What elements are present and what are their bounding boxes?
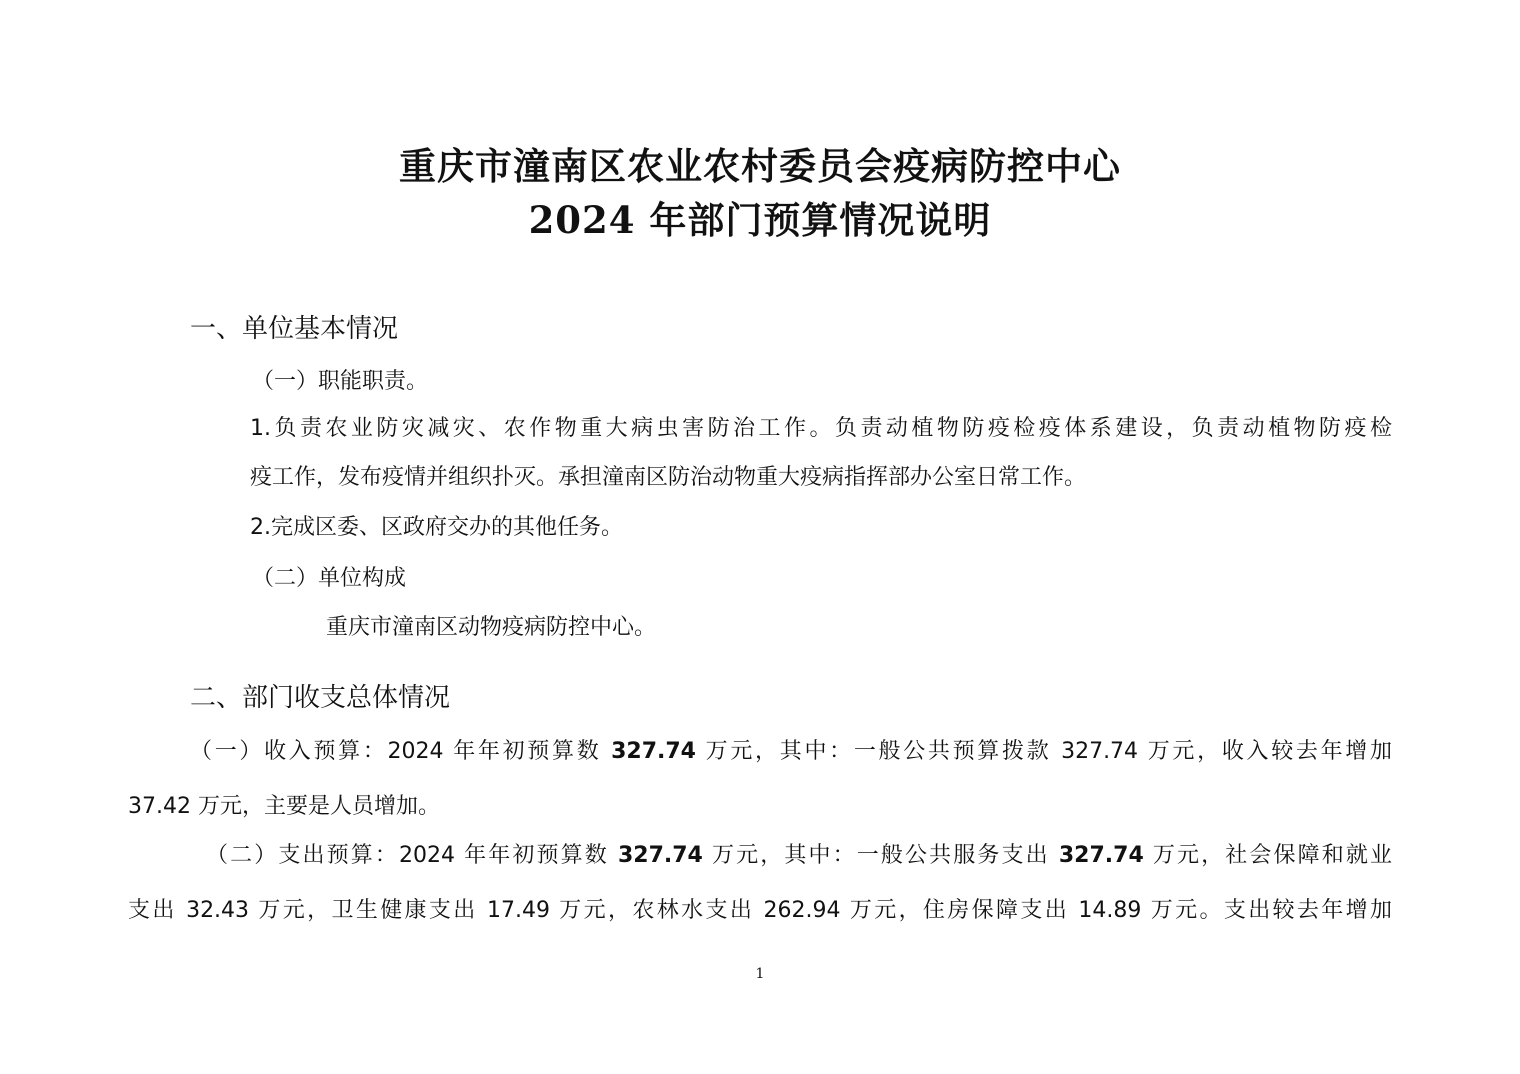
unit-composition-text: 重庆市潼南区动物疫病防控中心。	[326, 615, 657, 640]
duty-item1-line2: 疫工作，发布疫情并组织扑灭。承担潼南区防治动物重大疫病指挥部办公室日常工作。	[250, 465, 1087, 490]
expense-general-service-value: 327.74	[1058, 843, 1144, 868]
income-text-2: 万元，其中：一般公共预算拨款 327.74 万元，收入较去年增加	[695, 739, 1392, 764]
expense-budget-line1	[206, 838, 1392, 869]
expense-total-value: 327.74	[617, 843, 703, 868]
document-title-line2: 2024 年部门预算情况说明	[528, 198, 992, 242]
section2-heading: 二、部门收支总体情况	[190, 683, 451, 713]
duty-item1-line1: 1.负责农业防灾减灾、农作物重大病虫害防治工作。负责动植物防疫检疫体系建设，负责动植物防疫检	[250, 416, 1392, 441]
duty-item2: 2.完成区委、区政府交办的其他任务。	[250, 515, 623, 540]
income-text-1: （一）收入预算：2024 年年初预算数	[190, 739, 612, 764]
income-total-value: 327.74	[611, 739, 696, 764]
section1-subheading-duties: （一）职能职责。	[252, 369, 429, 394]
income-budget-line1	[190, 734, 1392, 765]
expense-text-2: 万元，其中：一般公共服务支出	[702, 843, 1059, 868]
section1-heading: 一、单位基本情况	[190, 314, 399, 344]
income-budget-line2: 37.42 万元，主要是人员增加。	[128, 794, 440, 819]
document-title-line1: 重庆市潼南区农业农村委员会疫病防控中心	[399, 144, 1121, 188]
expense-budget-line2: 支出 32.43 万元，卫生健康支出 17.49 万元，农林水支出 262.94 万元，住房保障支出 14.89 万元。支出较去年增加	[128, 898, 1392, 923]
section1-subheading-composition: （二）单位构成	[252, 566, 407, 591]
page-number: 1	[755, 966, 765, 982]
expense-text-1: （二）支出预算：2024 年年初预算数	[206, 843, 618, 868]
expense-text-3: 万元，社会保障和就业	[1143, 843, 1392, 868]
